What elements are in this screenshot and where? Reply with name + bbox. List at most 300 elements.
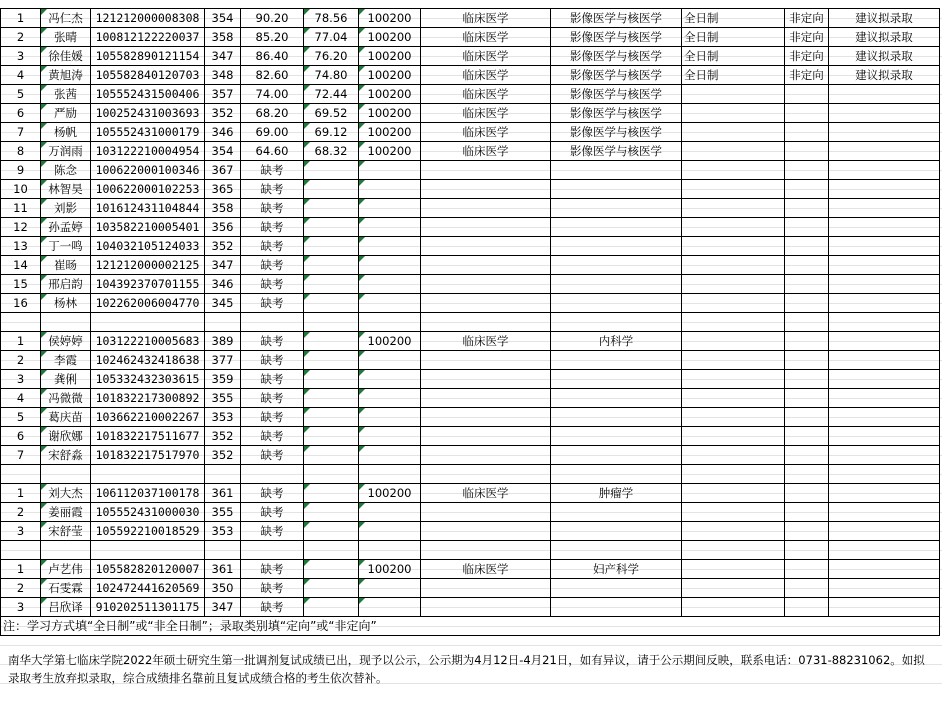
cell-total-score[interactable]: 78.56 xyxy=(304,9,359,28)
cell-retest-score[interactable]: 缺考 xyxy=(241,446,304,465)
cell-initial-score[interactable]: 367 xyxy=(205,161,241,180)
cell-total-score[interactable] xyxy=(304,275,359,294)
cell-initial-score[interactable]: 361 xyxy=(205,560,241,579)
cell-initial-score[interactable]: 354 xyxy=(205,142,241,161)
empty-cell[interactable] xyxy=(304,541,359,560)
empty-cell[interactable] xyxy=(829,541,940,560)
cell-exam-id[interactable]: 103122210004954 xyxy=(91,142,205,161)
cell-major[interactable]: 临床医学 xyxy=(421,66,551,85)
empty-cell[interactable] xyxy=(91,313,205,332)
cell-result[interactable] xyxy=(829,294,940,313)
cell-direction[interactable]: 影像医学与核医学 xyxy=(551,9,682,28)
cell-study-mode[interactable] xyxy=(682,351,785,370)
cell-total-score[interactable] xyxy=(304,579,359,598)
cell-total-score[interactable] xyxy=(304,161,359,180)
cell-major[interactable]: 临床医学 xyxy=(421,28,551,47)
empty-cell[interactable] xyxy=(304,313,359,332)
cell-enroll-type[interactable] xyxy=(785,85,829,104)
cell-major-code[interactable] xyxy=(359,294,421,313)
cell-enroll-type[interactable] xyxy=(785,484,829,503)
cell-result[interactable] xyxy=(829,579,940,598)
cell-no[interactable]: 8 xyxy=(1,142,41,161)
empty-cell[interactable] xyxy=(91,541,205,560)
cell-enroll-type[interactable]: 非定向 xyxy=(785,9,829,28)
cell-major-code[interactable]: 100200 xyxy=(359,123,421,142)
cell-major-code[interactable]: 100200 xyxy=(359,484,421,503)
cell-direction[interactable] xyxy=(551,256,682,275)
cell-exam-id[interactable]: 105332432303615 xyxy=(91,370,205,389)
cell-study-mode[interactable] xyxy=(682,180,785,199)
cell-name[interactable]: 丁一鸣 xyxy=(41,237,91,256)
cell-result[interactable]: 建议拟录取 xyxy=(829,28,940,47)
cell-total-score[interactable] xyxy=(304,598,359,617)
cell-major[interactable] xyxy=(421,256,551,275)
cell-major-code[interactable] xyxy=(359,503,421,522)
cell-retest-score[interactable]: 90.20 xyxy=(241,9,304,28)
cell-retest-score[interactable]: 缺考 xyxy=(241,427,304,446)
cell-name[interactable]: 张晴 xyxy=(41,28,91,47)
empty-cell[interactable] xyxy=(785,465,829,484)
cell-retest-score[interactable]: 缺考 xyxy=(241,522,304,541)
cell-direction[interactable] xyxy=(551,389,682,408)
cell-major[interactable] xyxy=(421,579,551,598)
cell-major[interactable] xyxy=(421,389,551,408)
cell-retest-score[interactable]: 缺考 xyxy=(241,579,304,598)
cell-initial-score[interactable]: 353 xyxy=(205,408,241,427)
cell-initial-score[interactable]: 346 xyxy=(205,123,241,142)
cell-name[interactable]: 刘影 xyxy=(41,199,91,218)
cell-total-score[interactable] xyxy=(304,180,359,199)
cell-no[interactable]: 10 xyxy=(1,180,41,199)
cell-total-score[interactable] xyxy=(304,370,359,389)
cell-study-mode[interactable]: 全日制 xyxy=(682,9,785,28)
cell-result[interactable] xyxy=(829,370,940,389)
cell-major-code[interactable] xyxy=(359,598,421,617)
empty-cell[interactable] xyxy=(421,465,551,484)
cell-major-code[interactable]: 100200 xyxy=(359,560,421,579)
cell-initial-score[interactable]: 358 xyxy=(205,28,241,47)
cell-exam-id[interactable]: 103582210005401 xyxy=(91,218,205,237)
cell-major-code[interactable]: 100200 xyxy=(359,142,421,161)
cell-total-score[interactable] xyxy=(304,332,359,351)
cell-name[interactable]: 林智昊 xyxy=(41,180,91,199)
empty-cell[interactable] xyxy=(241,541,304,560)
cell-retest-score[interactable]: 缺考 xyxy=(241,560,304,579)
cell-initial-score[interactable]: 359 xyxy=(205,370,241,389)
cell-major[interactable] xyxy=(421,275,551,294)
cell-study-mode[interactable] xyxy=(682,560,785,579)
cell-initial-score[interactable]: 348 xyxy=(205,66,241,85)
cell-result[interactable] xyxy=(829,275,940,294)
cell-study-mode[interactable] xyxy=(682,218,785,237)
cell-result[interactable] xyxy=(829,351,940,370)
cell-retest-score[interactable]: 缺考 xyxy=(241,256,304,275)
cell-no[interactable]: 1 xyxy=(1,484,41,503)
cell-exam-id[interactable]: 100812122220037 xyxy=(91,28,205,47)
cell-study-mode[interactable] xyxy=(682,427,785,446)
cell-name[interactable]: 张茜 xyxy=(41,85,91,104)
cell-name[interactable]: 谢欣娜 xyxy=(41,427,91,446)
cell-result[interactable] xyxy=(829,484,940,503)
cell-retest-score[interactable]: 缺考 xyxy=(241,294,304,313)
cell-enroll-type[interactable] xyxy=(785,598,829,617)
cell-major-code[interactable] xyxy=(359,389,421,408)
cell-total-score[interactable] xyxy=(304,560,359,579)
cell-enroll-type[interactable] xyxy=(785,199,829,218)
cell-study-mode[interactable] xyxy=(682,104,785,123)
empty-cell[interactable] xyxy=(359,313,421,332)
cell-exam-id[interactable]: 106112037100178 xyxy=(91,484,205,503)
cell-major-code[interactable] xyxy=(359,351,421,370)
cell-direction[interactable] xyxy=(551,503,682,522)
cell-initial-score[interactable]: 347 xyxy=(205,47,241,66)
empty-cell[interactable] xyxy=(241,313,304,332)
cell-total-score[interactable] xyxy=(304,522,359,541)
cell-exam-id[interactable]: 103662210002267 xyxy=(91,408,205,427)
cell-total-score[interactable] xyxy=(304,256,359,275)
cell-name[interactable]: 冯微微 xyxy=(41,389,91,408)
cell-no[interactable]: 6 xyxy=(1,427,41,446)
cell-major[interactable]: 临床医学 xyxy=(421,9,551,28)
cell-major-code[interactable] xyxy=(359,275,421,294)
cell-direction[interactable] xyxy=(551,294,682,313)
cell-major[interactable]: 临床医学 xyxy=(421,332,551,351)
cell-initial-score[interactable]: 352 xyxy=(205,237,241,256)
cell-total-score[interactable] xyxy=(304,237,359,256)
cell-no[interactable]: 1 xyxy=(1,332,41,351)
cell-enroll-type[interactable] xyxy=(785,427,829,446)
cell-major[interactable] xyxy=(421,427,551,446)
cell-retest-score[interactable]: 82.60 xyxy=(241,66,304,85)
cell-no[interactable]: 13 xyxy=(1,237,41,256)
cell-name[interactable]: 卢艺伟 xyxy=(41,560,91,579)
cell-result[interactable] xyxy=(829,389,940,408)
cell-major-code[interactable] xyxy=(359,370,421,389)
cell-no[interactable]: 6 xyxy=(1,104,41,123)
cell-enroll-type[interactable] xyxy=(785,503,829,522)
empty-cell[interactable] xyxy=(1,541,41,560)
cell-enroll-type[interactable] xyxy=(785,351,829,370)
cell-major[interactable] xyxy=(421,598,551,617)
cell-result[interactable] xyxy=(829,332,940,351)
cell-exam-id[interactable]: 121212000002125 xyxy=(91,256,205,275)
cell-direction[interactable] xyxy=(551,199,682,218)
cell-major-code[interactable]: 100200 xyxy=(359,66,421,85)
cell-result[interactable] xyxy=(829,218,940,237)
cell-total-score[interactable] xyxy=(304,351,359,370)
cell-initial-score[interactable]: 347 xyxy=(205,598,241,617)
cell-study-mode[interactable] xyxy=(682,484,785,503)
cell-major[interactable]: 临床医学 xyxy=(421,85,551,104)
cell-name[interactable]: 万润雨 xyxy=(41,142,91,161)
cell-study-mode[interactable]: 全日制 xyxy=(682,47,785,66)
cell-major[interactable]: 临床医学 xyxy=(421,123,551,142)
cell-enroll-type[interactable] xyxy=(785,256,829,275)
cell-major[interactable] xyxy=(421,503,551,522)
cell-initial-score[interactable]: 346 xyxy=(205,275,241,294)
cell-initial-score[interactable]: 357 xyxy=(205,85,241,104)
cell-direction[interactable] xyxy=(551,427,682,446)
empty-cell[interactable] xyxy=(829,313,940,332)
cell-initial-score[interactable]: 345 xyxy=(205,294,241,313)
cell-direction[interactable] xyxy=(551,370,682,389)
cell-study-mode[interactable] xyxy=(682,389,785,408)
cell-major-code[interactable] xyxy=(359,218,421,237)
cell-no[interactable]: 12 xyxy=(1,218,41,237)
cell-enroll-type[interactable] xyxy=(785,408,829,427)
cell-initial-score[interactable]: 389 xyxy=(205,332,241,351)
note-cell[interactable]: 注：学习方式填“全日制”或“非全日制”；录取类别填“定向”或“非定向” xyxy=(1,617,940,636)
cell-name[interactable]: 杨帆 xyxy=(41,123,91,142)
cell-retest-score[interactable]: 缺考 xyxy=(241,484,304,503)
cell-result[interactable] xyxy=(829,560,940,579)
cell-enroll-type[interactable] xyxy=(785,446,829,465)
cell-exam-id[interactable]: 101832217300892 xyxy=(91,389,205,408)
cell-exam-id[interactable]: 101832217517970 xyxy=(91,446,205,465)
cell-major[interactable] xyxy=(421,351,551,370)
cell-no[interactable]: 4 xyxy=(1,389,41,408)
cell-study-mode[interactable]: 全日制 xyxy=(682,28,785,47)
empty-cell[interactable] xyxy=(551,465,682,484)
cell-major[interactable] xyxy=(421,522,551,541)
cell-major-code[interactable] xyxy=(359,522,421,541)
cell-enroll-type[interactable] xyxy=(785,161,829,180)
cell-initial-score[interactable]: 355 xyxy=(205,389,241,408)
cell-exam-id[interactable]: 102462432418638 xyxy=(91,351,205,370)
empty-cell[interactable] xyxy=(421,313,551,332)
cell-total-score[interactable] xyxy=(304,199,359,218)
cell-no[interactable]: 3 xyxy=(1,47,41,66)
cell-total-score[interactable]: 76.20 xyxy=(304,47,359,66)
cell-enroll-type[interactable] xyxy=(785,294,829,313)
cell-no[interactable]: 1 xyxy=(1,9,41,28)
cell-no[interactable]: 11 xyxy=(1,199,41,218)
cell-major-code[interactable] xyxy=(359,161,421,180)
cell-no[interactable]: 2 xyxy=(1,579,41,598)
cell-no[interactable]: 2 xyxy=(1,351,41,370)
cell-enroll-type[interactable]: 非定向 xyxy=(785,47,829,66)
cell-direction[interactable] xyxy=(551,408,682,427)
cell-direction[interactable] xyxy=(551,351,682,370)
cell-exam-id[interactable]: 121212000008308 xyxy=(91,9,205,28)
cell-name[interactable]: 徐佳媛 xyxy=(41,47,91,66)
empty-cell[interactable] xyxy=(41,541,91,560)
cell-exam-id[interactable]: 910202511301175 xyxy=(91,598,205,617)
cell-total-score[interactable] xyxy=(304,294,359,313)
cell-enroll-type[interactable] xyxy=(785,522,829,541)
cell-retest-score[interactable]: 缺考 xyxy=(241,351,304,370)
cell-exam-id[interactable]: 104032105124033 xyxy=(91,237,205,256)
cell-name[interactable]: 陈念 xyxy=(41,161,91,180)
cell-study-mode[interactable] xyxy=(682,579,785,598)
cell-total-score[interactable]: 69.12 xyxy=(304,123,359,142)
cell-study-mode[interactable] xyxy=(682,85,785,104)
cell-study-mode[interactable] xyxy=(682,256,785,275)
cell-initial-score[interactable]: 347 xyxy=(205,256,241,275)
cell-no[interactable]: 16 xyxy=(1,294,41,313)
cell-name[interactable]: 刘大杰 xyxy=(41,484,91,503)
cell-no[interactable]: 5 xyxy=(1,408,41,427)
empty-cell[interactable] xyxy=(205,541,241,560)
cell-initial-score[interactable]: 352 xyxy=(205,427,241,446)
cell-exam-id[interactable]: 105582820120007 xyxy=(91,560,205,579)
empty-cell[interactable] xyxy=(421,541,551,560)
cell-retest-score[interactable]: 缺考 xyxy=(241,503,304,522)
cell-major-code[interactable] xyxy=(359,446,421,465)
cell-exam-id[interactable]: 100622000102253 xyxy=(91,180,205,199)
empty-cell[interactable] xyxy=(551,541,682,560)
cell-initial-score[interactable]: 352 xyxy=(205,446,241,465)
cell-major[interactable]: 临床医学 xyxy=(421,560,551,579)
cell-exam-id[interactable]: 100252431003693 xyxy=(91,104,205,123)
cell-direction[interactable] xyxy=(551,579,682,598)
cell-enroll-type[interactable] xyxy=(785,142,829,161)
cell-study-mode[interactable] xyxy=(682,237,785,256)
cell-retest-score[interactable]: 缺考 xyxy=(241,408,304,427)
cell-retest-score[interactable]: 64.60 xyxy=(241,142,304,161)
cell-no[interactable]: 1 xyxy=(1,560,41,579)
cell-enroll-type[interactable] xyxy=(785,332,829,351)
cell-retest-score[interactable]: 缺考 xyxy=(241,237,304,256)
cell-retest-score[interactable]: 缺考 xyxy=(241,275,304,294)
cell-name[interactable]: 冯仁杰 xyxy=(41,9,91,28)
empty-cell[interactable] xyxy=(359,465,421,484)
cell-name[interactable]: 严励 xyxy=(41,104,91,123)
cell-study-mode[interactable]: 全日制 xyxy=(682,66,785,85)
cell-major[interactable] xyxy=(421,180,551,199)
cell-exam-id[interactable]: 100622000100346 xyxy=(91,161,205,180)
cell-major-code[interactable] xyxy=(359,237,421,256)
cell-name[interactable]: 孙孟婷 xyxy=(41,218,91,237)
cell-retest-score[interactable]: 86.40 xyxy=(241,47,304,66)
cell-result[interactable] xyxy=(829,161,940,180)
cell-study-mode[interactable] xyxy=(682,123,785,142)
cell-major-code[interactable]: 100200 xyxy=(359,104,421,123)
empty-cell[interactable] xyxy=(41,465,91,484)
cell-retest-score[interactable]: 68.20 xyxy=(241,104,304,123)
cell-major-code[interactable]: 100200 xyxy=(359,28,421,47)
cell-major-code[interactable]: 100200 xyxy=(359,47,421,66)
cell-retest-score[interactable]: 缺考 xyxy=(241,332,304,351)
cell-total-score[interactable] xyxy=(304,427,359,446)
cell-exam-id[interactable]: 105552431500406 xyxy=(91,85,205,104)
cell-major[interactable]: 临床医学 xyxy=(421,484,551,503)
cell-total-score[interactable] xyxy=(304,446,359,465)
cell-enroll-type[interactable]: 非定向 xyxy=(785,66,829,85)
cell-retest-score[interactable]: 缺考 xyxy=(241,218,304,237)
cell-name[interactable]: 李霞 xyxy=(41,351,91,370)
cell-result[interactable] xyxy=(829,503,940,522)
cell-no[interactable]: 3 xyxy=(1,598,41,617)
cell-no[interactable]: 2 xyxy=(1,503,41,522)
cell-result[interactable] xyxy=(829,85,940,104)
cell-retest-score[interactable]: 85.20 xyxy=(241,28,304,47)
cell-result[interactable] xyxy=(829,522,940,541)
cell-enroll-type[interactable] xyxy=(785,237,829,256)
empty-cell[interactable] xyxy=(1,465,41,484)
cell-no[interactable]: 7 xyxy=(1,123,41,142)
cell-direction[interactable] xyxy=(551,522,682,541)
cell-result[interactable]: 建议拟录取 xyxy=(829,9,940,28)
cell-no[interactable]: 14 xyxy=(1,256,41,275)
cell-result[interactable] xyxy=(829,123,940,142)
cell-enroll-type[interactable] xyxy=(785,389,829,408)
empty-cell[interactable] xyxy=(304,465,359,484)
cell-result[interactable] xyxy=(829,598,940,617)
cell-enroll-type[interactable] xyxy=(785,104,829,123)
cell-retest-score[interactable]: 74.00 xyxy=(241,85,304,104)
cell-result[interactable]: 建议拟录取 xyxy=(829,47,940,66)
cell-name[interactable]: 杨林 xyxy=(41,294,91,313)
cell-major[interactable] xyxy=(421,237,551,256)
cell-direction[interactable] xyxy=(551,237,682,256)
cell-retest-score[interactable]: 缺考 xyxy=(241,370,304,389)
cell-name[interactable]: 龚俐 xyxy=(41,370,91,389)
cell-result[interactable] xyxy=(829,427,940,446)
cell-no[interactable]: 4 xyxy=(1,66,41,85)
cell-initial-score[interactable]: 350 xyxy=(205,579,241,598)
cell-direction[interactable]: 影像医学与核医学 xyxy=(551,47,682,66)
cell-major[interactable] xyxy=(421,161,551,180)
cell-initial-score[interactable]: 355 xyxy=(205,503,241,522)
cell-no[interactable]: 5 xyxy=(1,85,41,104)
cell-initial-score[interactable]: 353 xyxy=(205,522,241,541)
cell-enroll-type[interactable] xyxy=(785,579,829,598)
cell-major-code[interactable]: 100200 xyxy=(359,85,421,104)
cell-retest-score[interactable]: 缺考 xyxy=(241,389,304,408)
cell-name[interactable]: 黄旭涛 xyxy=(41,66,91,85)
empty-cell[interactable] xyxy=(359,541,421,560)
cell-name[interactable]: 崔旸 xyxy=(41,256,91,275)
cell-direction[interactable]: 妇产科学 xyxy=(551,560,682,579)
empty-cell[interactable] xyxy=(829,465,940,484)
empty-cell[interactable] xyxy=(91,465,205,484)
cell-study-mode[interactable] xyxy=(682,161,785,180)
cell-major[interactable] xyxy=(421,408,551,427)
cell-name[interactable]: 宋舒淼 xyxy=(41,446,91,465)
cell-initial-score[interactable]: 365 xyxy=(205,180,241,199)
cell-result[interactable] xyxy=(829,142,940,161)
cell-major-code[interactable] xyxy=(359,256,421,275)
cell-enroll-type[interactable]: 非定向 xyxy=(785,28,829,47)
cell-study-mode[interactable] xyxy=(682,446,785,465)
cell-name[interactable]: 葛庆苗 xyxy=(41,408,91,427)
cell-retest-score[interactable]: 缺考 xyxy=(241,161,304,180)
cell-study-mode[interactable] xyxy=(682,332,785,351)
cell-direction[interactable]: 影像医学与核医学 xyxy=(551,104,682,123)
cell-exam-id[interactable]: 105552431000179 xyxy=(91,123,205,142)
cell-total-score[interactable]: 72.44 xyxy=(304,85,359,104)
cell-enroll-type[interactable] xyxy=(785,275,829,294)
cell-result[interactable] xyxy=(829,104,940,123)
cell-major[interactable] xyxy=(421,446,551,465)
cell-name[interactable]: 侯婷婷 xyxy=(41,332,91,351)
cell-initial-score[interactable]: 354 xyxy=(205,9,241,28)
cell-total-score[interactable]: 68.32 xyxy=(304,142,359,161)
empty-cell[interactable] xyxy=(241,465,304,484)
empty-cell[interactable] xyxy=(41,313,91,332)
cell-exam-id[interactable]: 105592210018529 xyxy=(91,522,205,541)
cell-study-mode[interactable] xyxy=(682,408,785,427)
cell-enroll-type[interactable] xyxy=(785,123,829,142)
cell-result[interactable] xyxy=(829,256,940,275)
cell-major[interactable]: 临床医学 xyxy=(421,47,551,66)
cell-direction[interactable]: 影像医学与核医学 xyxy=(551,123,682,142)
cell-direction[interactable]: 内科学 xyxy=(551,332,682,351)
empty-cell[interactable] xyxy=(205,465,241,484)
cell-major[interactable]: 临床医学 xyxy=(421,104,551,123)
empty-cell[interactable] xyxy=(551,313,682,332)
